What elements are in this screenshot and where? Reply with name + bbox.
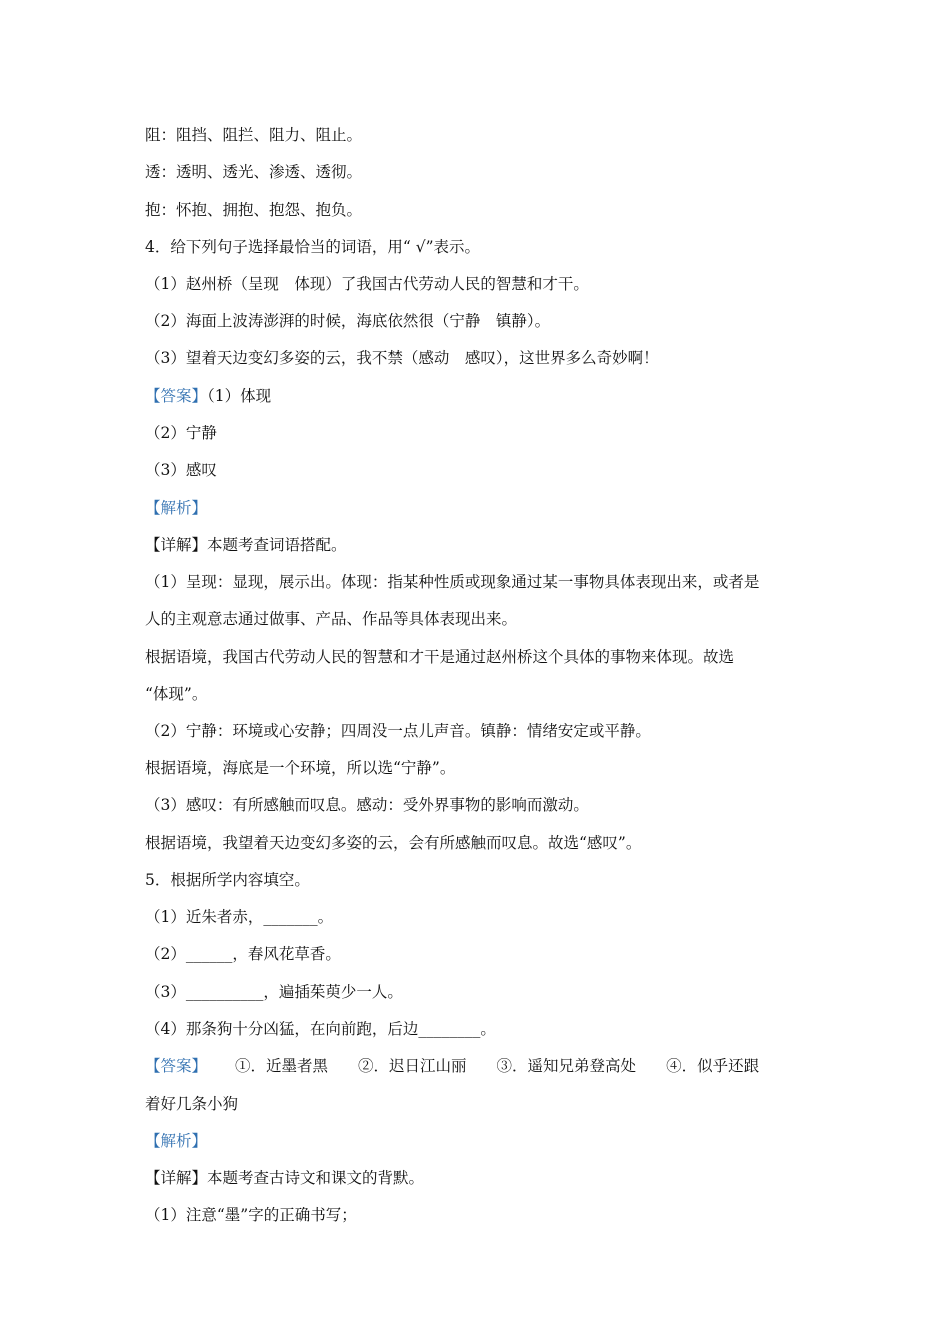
text-line: 【详解】本题考查古诗文和课文的背默。	[145, 1169, 425, 1187]
answer-tag: 【答案】	[145, 1057, 208, 1075]
text-line: （1）近朱者赤，_______。	[145, 908, 334, 926]
text-line: （1）呈现：显现，展示出。体现：指某种性质或现象通过某一事物具体表现出来，或者是	[145, 573, 760, 591]
text-line: 根据语境，海底是一个环境，所以选“宁静”。	[145, 759, 456, 777]
text-line: 抱：怀抱、拥抱、抱怨、抱负。	[145, 201, 363, 219]
text-line: 着好几条小狗	[145, 1095, 239, 1113]
analysis-tag: 【解析】	[145, 499, 208, 517]
answer-option-3: ③．遥知兄弟登高处	[496, 1057, 637, 1075]
text-line: （4）那条狗十分凶猛，在向前跑，后边________。	[145, 1020, 496, 1038]
answer-text: （1）体现	[207, 387, 272, 405]
answer-line	[145, 1056, 825, 1076]
answer-tag: 【答案】	[145, 387, 208, 405]
text-line: 根据语境，我国古代劳动人民的智慧和才干是通过赵州桥这个具体的事物来体现。故选	[145, 648, 735, 666]
text-line: 阻：阻挡、阻拦、阻力、阻止。	[145, 126, 363, 144]
text-line: （1）注意“墨”字的正确书写；	[145, 1206, 357, 1224]
text-line: （2）______，春风花草香。	[145, 945, 341, 963]
text-line: （1）赵州桥（呈现 体现）了我国古代劳动人民的智慧和才干。	[145, 275, 589, 293]
text-line: （2）宁静：环境或心安静；四周没一点儿声音。镇静：情绪安定或平静。	[145, 722, 651, 740]
answer-option-2: ②．迟日江山丽	[358, 1057, 467, 1075]
answer-line	[145, 386, 825, 406]
answer-option-1: ①．近墨者黑	[235, 1057, 329, 1075]
text-line: （2）宁静	[145, 424, 217, 442]
text-line: （3）感叹	[145, 461, 217, 479]
text-line: （3）望着天边变幻多姿的云，我不禁（感动 感叹），这世界多么奇妙啊！	[145, 349, 659, 367]
text-line: “体现”。	[145, 685, 208, 703]
text-line: （3）__________，遍插茱萸少一人。	[145, 983, 403, 1001]
question-5-prompt: 5．根据所学内容填空。	[145, 871, 310, 889]
answer-option-4: ④．似乎还跟	[666, 1057, 760, 1075]
text-line: 透：透明、透光、渗透、透彻。	[145, 163, 363, 181]
text-line: （2）海面上波涛澎湃的时候，海底依然很（宁静 镇静）。	[145, 312, 551, 330]
text-line: 【详解】本题考查词语搭配。	[145, 536, 347, 554]
analysis-tag: 【解析】	[145, 1132, 208, 1150]
question-4-prompt: 4．给下列句子选择最恰当的词语，用“ √”表示。	[145, 238, 481, 256]
text-line: 根据语境，我望着天边变幻多姿的云，会有所感触而叹息。故选“感叹”。	[145, 834, 642, 852]
text-line: （3）感叹：有所感触而叹息。感动：受外界事物的影响而激动。	[145, 796, 589, 814]
text-line: 人的主观意志通过做事、产品、作品等具体表现出来。	[145, 610, 518, 628]
